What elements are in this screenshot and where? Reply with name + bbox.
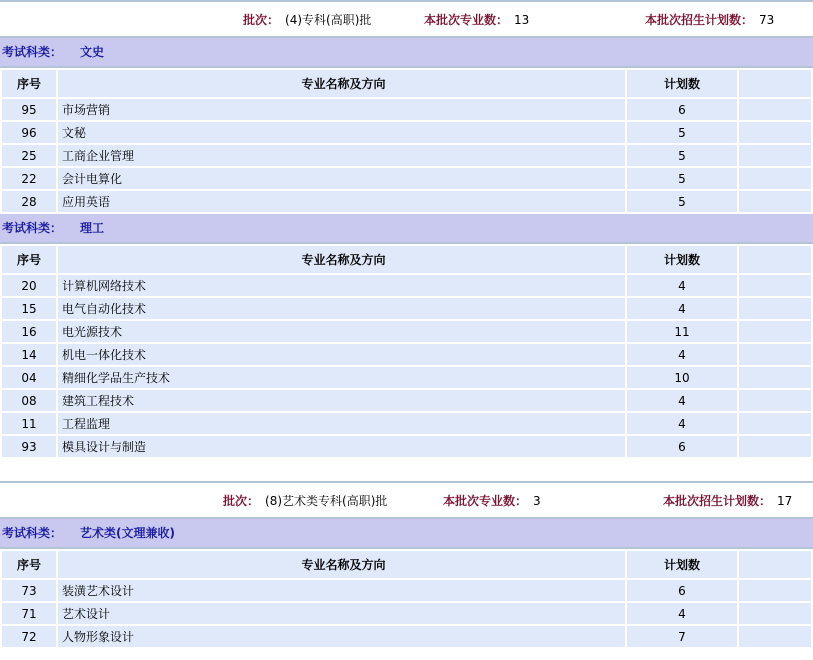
batch-summary	[223, 492, 387, 509]
row-extra	[739, 99, 811, 120]
header-plan: 计划数	[627, 551, 737, 578]
exam-category-label: 考试科类：	[2, 221, 63, 235]
row-extra	[739, 145, 811, 166]
row-extra	[739, 344, 811, 365]
row-extra	[739, 191, 811, 212]
row-plan: 6	[627, 436, 737, 457]
row-major-name: 会计电算化	[58, 168, 625, 189]
table-header-row	[2, 70, 811, 97]
row-seq: 11	[2, 413, 56, 434]
header-extra	[739, 70, 811, 97]
row-major-name: 人物形象设计	[58, 626, 625, 647]
row-seq: 72	[2, 626, 56, 647]
plan-value: 17	[777, 494, 793, 508]
row-plan: 7	[627, 626, 737, 647]
majors-summary	[443, 492, 541, 509]
row-extra	[739, 321, 811, 342]
row-plan: 5	[627, 145, 737, 166]
row-major-name: 装潢艺术设计	[58, 580, 625, 601]
header-seq: 序号	[2, 246, 56, 273]
table-row	[2, 603, 811, 624]
row-plan: 10	[627, 367, 737, 388]
row-extra	[739, 436, 811, 457]
batch-block	[0, 481, 813, 649]
batch-summary	[243, 11, 371, 28]
header-extra	[739, 246, 811, 273]
row-major-name: 工商企业管理	[58, 145, 625, 166]
row-extra	[739, 122, 811, 143]
table-row	[2, 344, 811, 365]
row-major-name: 文秘	[58, 122, 625, 143]
row-major-name: 应用英语	[58, 191, 625, 212]
batch-label: 批次：	[243, 13, 280, 27]
table-header-row	[2, 246, 811, 273]
exam-category-value: 理工	[80, 221, 105, 235]
row-plan: 4	[627, 275, 737, 296]
plan-value: 73	[759, 13, 775, 27]
row-major-name: 模具设计与制造	[58, 436, 625, 457]
row-seq: 25	[2, 145, 56, 166]
row-extra	[739, 275, 811, 296]
exam-category-label: 考试科类：	[2, 526, 63, 540]
batch-value: (8)艺术类专科(高职)批	[265, 494, 388, 508]
row-major-name: 市场营销	[58, 99, 625, 120]
row-major-name: 艺术设计	[58, 603, 625, 624]
header-plan: 计划数	[627, 70, 737, 97]
row-plan: 5	[627, 191, 737, 212]
row-plan: 5	[627, 168, 737, 189]
batch-label: 批次：	[223, 494, 260, 508]
row-major-name: 建筑工程技术	[58, 390, 625, 411]
row-seq: 71	[2, 603, 56, 624]
row-extra	[739, 413, 811, 434]
table-header-row	[2, 551, 811, 578]
majors-table	[0, 549, 813, 649]
row-plan: 4	[627, 413, 737, 434]
row-major-name: 电气自动化技术	[58, 298, 625, 319]
table-row	[2, 321, 811, 342]
row-seq: 08	[2, 390, 56, 411]
batch-summary-bar	[0, 2, 813, 38]
majors-summary	[424, 11, 529, 28]
table-row	[2, 626, 811, 647]
plan-summary	[663, 492, 792, 509]
row-seq: 15	[2, 298, 56, 319]
table-row	[2, 298, 811, 319]
exam-category-value: 文史	[80, 45, 105, 59]
row-extra	[739, 390, 811, 411]
table-row	[2, 99, 811, 120]
row-extra	[739, 580, 811, 601]
row-plan: 6	[627, 580, 737, 601]
row-extra	[739, 626, 811, 647]
plan-label: 本批次招生计划数：	[645, 13, 754, 27]
row-plan: 4	[627, 603, 737, 624]
exam-category-bar	[0, 519, 813, 549]
batch-summary-bar	[0, 483, 813, 519]
row-seq: 93	[2, 436, 56, 457]
row-major-name: 计算机网络技术	[58, 275, 625, 296]
majors-label: 本批次专业数：	[443, 494, 528, 508]
table-row	[2, 145, 811, 166]
table-row	[2, 390, 811, 411]
table-row	[2, 436, 811, 457]
table-row	[2, 413, 811, 434]
exam-category-bar	[0, 38, 813, 68]
row-major-name: 机电一体化技术	[58, 344, 625, 365]
row-seq: 73	[2, 580, 56, 601]
row-plan: 11	[627, 321, 737, 342]
header-plan: 计划数	[627, 246, 737, 273]
row-seq: 04	[2, 367, 56, 388]
table-row	[2, 580, 811, 601]
row-plan: 4	[627, 298, 737, 319]
exam-category-bar	[0, 214, 813, 244]
exam-category-label: 考试科类：	[2, 45, 63, 59]
row-extra	[739, 298, 811, 319]
row-extra	[739, 168, 811, 189]
row-extra	[739, 367, 811, 388]
majors-value: 3	[533, 494, 541, 508]
header-major-name: 专业名称及方向	[58, 246, 625, 273]
plan-summary	[645, 11, 774, 28]
batch-value: (4)专科(高职)批	[285, 13, 372, 27]
majors-table	[0, 244, 813, 459]
row-seq: 16	[2, 321, 56, 342]
row-major-name: 精细化学品生产技术	[58, 367, 625, 388]
row-plan: 4	[627, 390, 737, 411]
header-seq: 序号	[2, 70, 56, 97]
row-extra	[739, 603, 811, 624]
majors-value: 13	[514, 13, 530, 27]
row-seq: 22	[2, 168, 56, 189]
majors-table	[0, 68, 813, 214]
table-row	[2, 168, 811, 189]
table-row	[2, 367, 811, 388]
table-row	[2, 122, 811, 143]
majors-label: 本批次专业数：	[424, 13, 509, 27]
header-extra	[739, 551, 811, 578]
row-plan: 6	[627, 99, 737, 120]
row-major-name: 工程监理	[58, 413, 625, 434]
row-plan: 4	[627, 344, 737, 365]
row-seq: 95	[2, 99, 56, 120]
header-major-name: 专业名称及方向	[58, 551, 625, 578]
row-seq: 28	[2, 191, 56, 212]
row-major-name: 电光源技术	[58, 321, 625, 342]
table-row	[2, 191, 811, 212]
row-seq: 96	[2, 122, 56, 143]
table-row	[2, 275, 811, 296]
header-seq: 序号	[2, 551, 56, 578]
exam-category-value: 艺术类(文理兼收)	[80, 526, 175, 540]
row-seq: 20	[2, 275, 56, 296]
header-major-name: 专业名称及方向	[58, 70, 625, 97]
plan-label: 本批次招生计划数：	[663, 494, 772, 508]
row-plan: 5	[627, 122, 737, 143]
row-seq: 14	[2, 344, 56, 365]
